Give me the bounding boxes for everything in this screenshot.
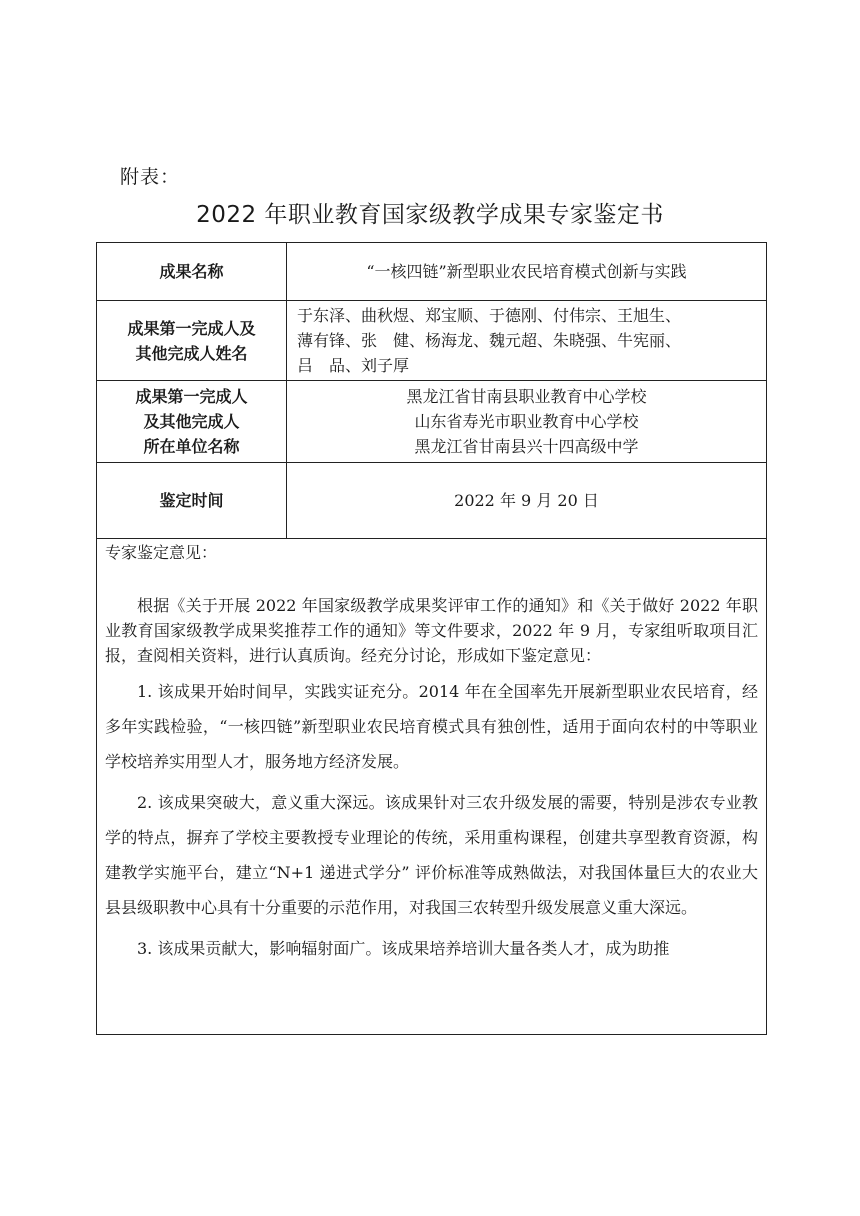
row-appraisal-date — [97, 463, 766, 539]
row-contributors — [97, 301, 766, 381]
opinion-item-1: 1. 该成果开始时间早，实践实证充分。2014 年在全国率先开展新型职业农民培育，经多年实践检验，“一核四链”新型职业农民培育模式具有独创性，适用于面向农村的中等职业学校培养实用型人才，服务地方经济发展。 — [105, 682, 758, 771]
contributors-label-line: 成果第一完成人及 — [127, 318, 256, 338]
units-label-line: 所在单位名称 — [143, 437, 240, 456]
contributors-line: 于东泽、曲秋煜、郑宝顺、于德刚、付伟宗、王旭生、 — [297, 306, 682, 325]
row-achievement-name — [97, 243, 766, 301]
expert-opinion-section — [97, 539, 766, 1034]
achievement-name-label: 成果名称 — [97, 243, 287, 300]
appraisal-date-label: 鉴定时间 — [97, 463, 287, 538]
achievement-name-value: “一核四链”新型职业农民培育模式创新与实践 — [366, 262, 687, 281]
row-units — [97, 381, 766, 463]
opinion-item-2: 2. 该成果突破大，意义重大深远。该成果针对三农升级发展的需要，特别是涉农专业教学的特点，摒弃了学校主要教授专业理论的传统，采用重构课程，创建共享型教育资源，构建教学实施平台，建立“N+1 递进式学分” 评价标准等成熟做法，对我国体量巨大的农业大县县级职教中心具有十分重要的示范作用，对我国三农转型升级发展意义重大深远。 — [105, 793, 758, 917]
expert-opinion-heading: 专家鉴定意见： — [105, 543, 218, 562]
appraisal-date-value: 2022 年 9 月 20 日 — [454, 491, 599, 510]
contributors-line: 吕 品、刘子厚 — [297, 356, 410, 375]
units-label-line: 成果第一完成人 — [135, 387, 248, 406]
unit-name: 黑龙江省甘南县兴十四高级中学 — [414, 437, 639, 456]
contributors-label-line: 其他完成人姓名 — [135, 343, 248, 363]
contributors-label — [97, 301, 287, 380]
opinion-item-3: 3. 该成果贡献大，影响辐射面广。该成果培养培训大量各类人才，成为助推 — [137, 939, 670, 958]
unit-name: 黑龙江省甘南县职业教育中心学校 — [406, 387, 647, 406]
attachment-label: 附表： — [120, 166, 181, 188]
unit-name: 山东省寿光市职业教育中心学校 — [414, 412, 639, 431]
units-label — [97, 381, 287, 462]
units-label-line: 及其他完成人 — [143, 412, 240, 431]
document-title: 2022 年职业教育国家级教学成果专家鉴定书 — [196, 202, 664, 228]
units-value — [287, 381, 766, 462]
contributors-line: 薄有锋、张 健、杨海龙、魏元超、朱晓强、牛宪丽、 — [297, 331, 682, 350]
expert-opinion-intro: 根据《关于开展 2022 年国家级教学成果奖评审工作的通知》和《关于做好 2022 年职业教育国家级教学成果奖推荐工作的通知》等文件要求，2022 年 9 月，专家组听取项目汇报，查阅相关资料，进行认真质询。经充分讨论，形成如下鉴定意见： — [105, 596, 758, 665]
appraisal-form — [96, 242, 767, 1035]
contributors-value — [287, 301, 766, 380]
